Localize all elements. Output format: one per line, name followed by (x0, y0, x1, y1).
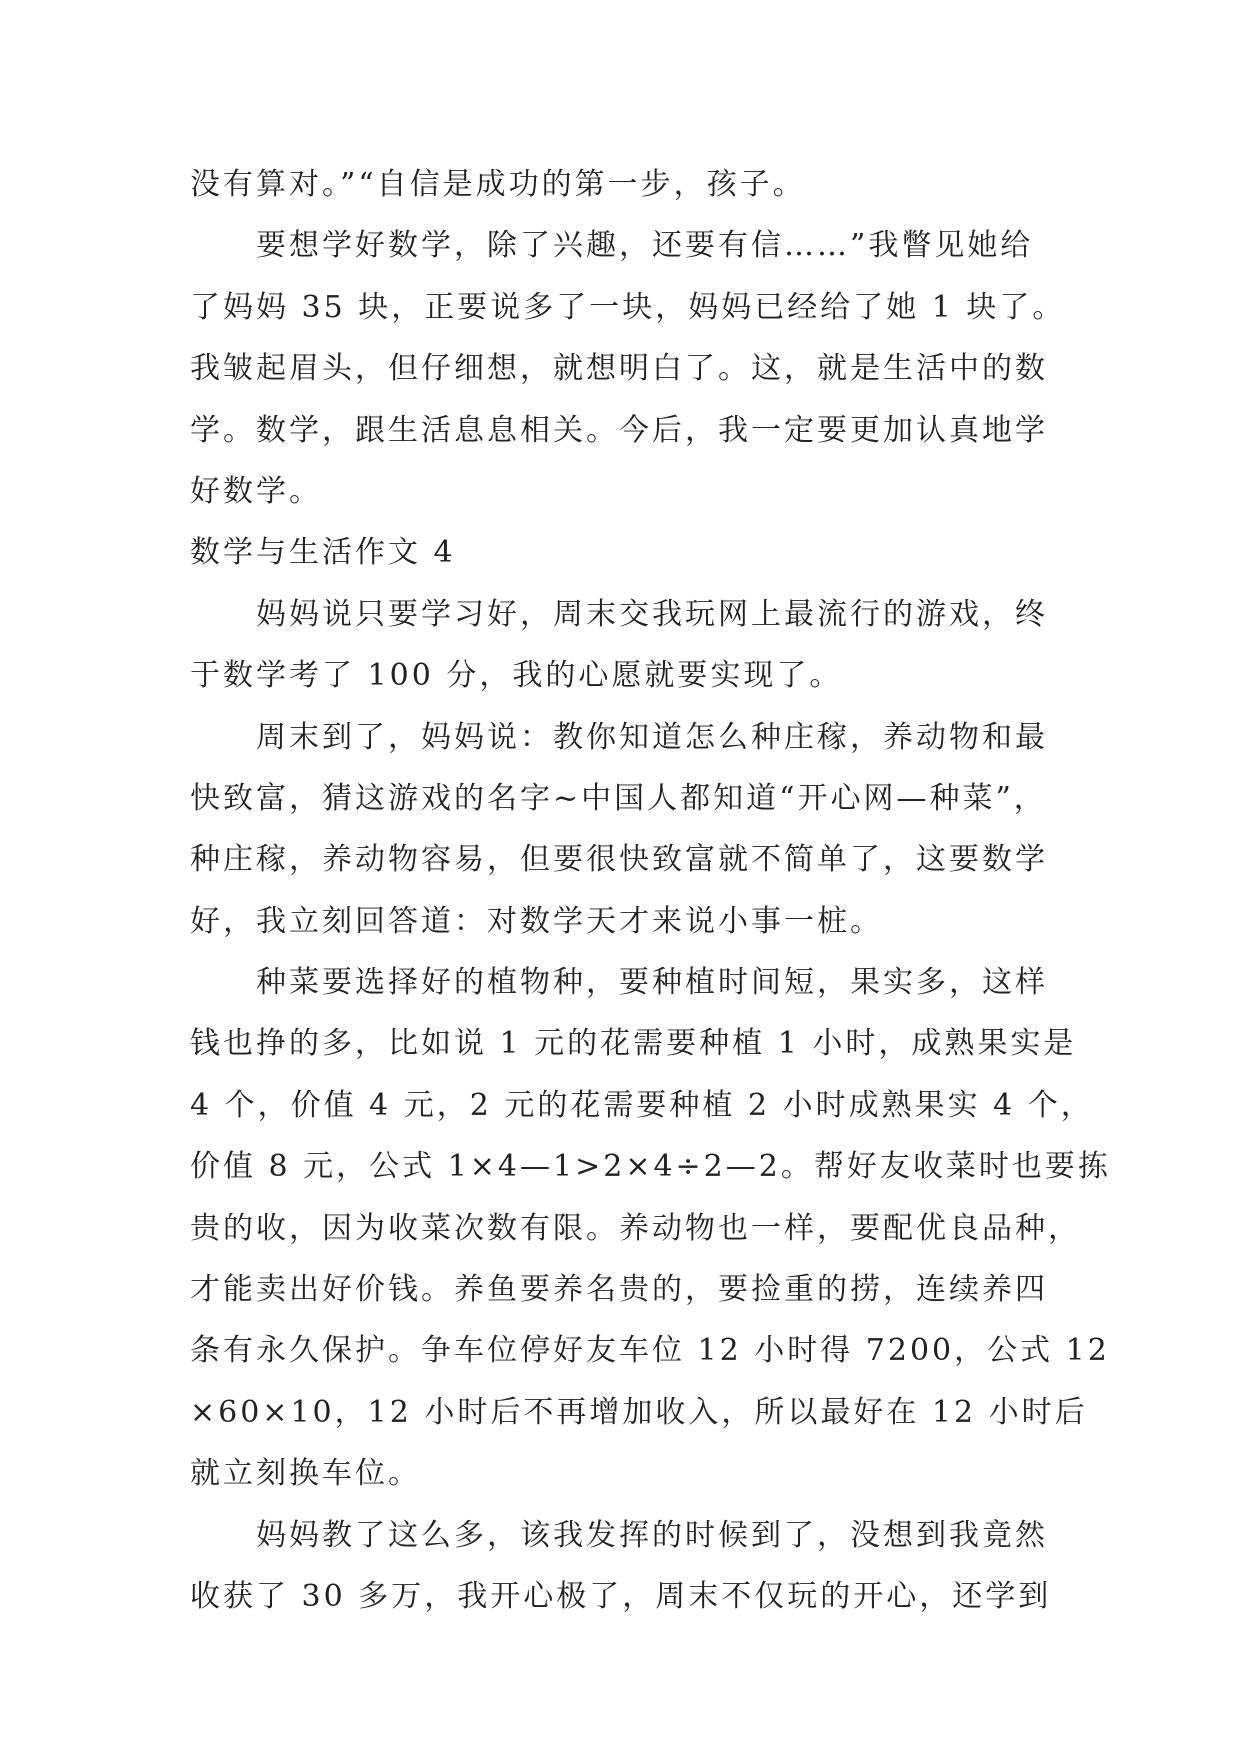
text-line: 没有算对。”“自信是成功的第一步，孩子。 (190, 167, 806, 202)
text-line: 快致富，猜这游戏的名字~中国人都知道“开心网—种菜”， (190, 780, 1047, 816)
text-line: 收获了 30 多万，我开心极了，周末不仅玩的开心，还学到 (190, 1578, 1052, 1614)
paragraph-start-line: 周末到了，妈妈说：教你知道怎么种庄稼，养动物和最 (256, 719, 1048, 755)
text-line: 我皱起眉头，但仔细想，就想明白了。这，就是生活中的数 (190, 351, 1048, 387)
paragraph-start-line: 妈妈教了这么多，该我发挥的时候到了，没想到我竟然 (256, 1517, 1048, 1553)
text-line: 4 个，价值 4 元，2 元的花需要种植 2 小时成熟果实 4 个， (190, 1087, 1094, 1123)
text-line: 好数学。 (190, 473, 322, 509)
text-line: 贵的收，因为收菜次数有限。养动物也一样，要配优良品种， (190, 1210, 1081, 1246)
paragraph-start-line: 要想学好数学，除了兴趣，还要有信……”我瞥见她给 (256, 228, 1034, 264)
text-line: 好，我立刻回答道：对数学天才来说小事一桩。 (190, 903, 883, 939)
text-line: 学。数学，跟生活息息相关。今后，我一定要更加认真地学 (190, 412, 1048, 448)
paragraph-start-line: 妈妈说只要学习好，周末交我玩网上最流行的游戏，终 (256, 596, 1048, 632)
text-line: 于数学考了 100 分，我的心愿就要实现了。 (190, 658, 843, 694)
paragraph-start-line: 种菜要选择好的植物种，要种植时间短，果实多，这样 (256, 965, 1048, 1001)
text-line: 种庄稼，养动物容易，但要很快致富就不简单了，这要数学 (190, 842, 1048, 878)
text-line: ×60×10，12 小时后不再增加收入，所以最好在 12 小时后 (190, 1394, 1088, 1430)
text-line: 价值 8 元，公式 1×4—1>2×4÷2—2。帮好友收菜时也要拣 (190, 1149, 1111, 1185)
text-line: 了妈妈 35 块，正要说多了一块，妈妈已经给了她 1 块了。 (190, 289, 1066, 325)
text-line: 才能卖出好价钱。养鱼要养名贵的，要捡重的捞，连续养四 (190, 1272, 1048, 1308)
document-body (190, 154, 1111, 1627)
section-heading: 数学与生活作文 4 (190, 535, 456, 571)
text-line: 就立刻换车位。 (190, 1456, 421, 1492)
text-line: 钱也挣的多，比如说 1 元的花需要种植 1 小时，成熟果实是 (190, 1026, 1077, 1062)
text-line: 条有永久保护。争车位停好友车位 12 小时得 7200，公式 12 (190, 1333, 1110, 1369)
